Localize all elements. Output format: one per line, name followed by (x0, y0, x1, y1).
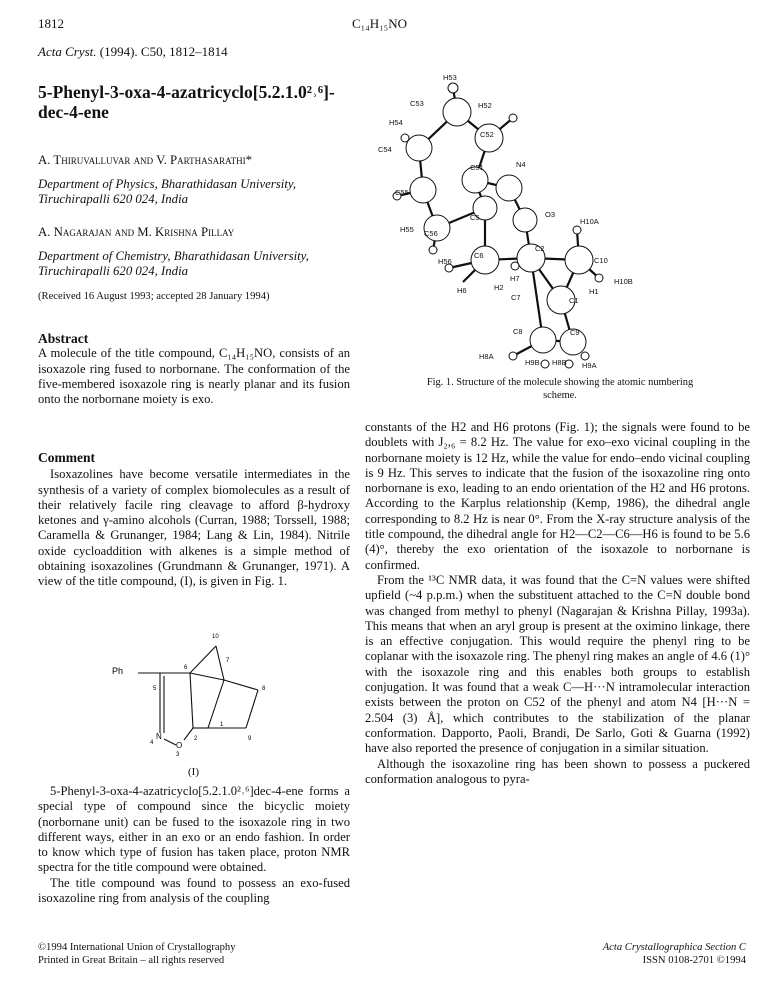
affiliation-2 (38, 249, 309, 279)
caption-line-1: Fig. 1. Structure of the molecule showing the atomic numbering (426, 377, 694, 388)
atom-label-h10a: H10A (580, 217, 599, 226)
atom-label-c52: C52 (480, 130, 494, 139)
scheme-num-7: 7 (226, 658, 230, 664)
atom-label-h54: H54 (389, 118, 403, 127)
atom-label-c2: C2 (535, 244, 545, 253)
atom-label-h8a: H8A (479, 352, 494, 361)
right-paragraph-2: From the ¹³C NMR data, it was found that the C=N values were shifted upfield (~4 p.p.m.) when the substituent attached to the C=N double bond was changed from methyl to phenyl (Nagarajan & Krishna Pillay, 1993a). This means that when an aryl group is present at the oximino linkage, there is an effective conjugation. This would require the phenyl ring to be coplanar with the isoxazole ring. The phenyl ring makes an angle of 4.6 (1)° with the isoxazole ring and this enables both groups to establish conjugation. It was found that a weak C—H···N intramolecular interaction exists between the proton on C52 of the phenyl and atom N4 [H···N = 2.504 (3) Å], which contributes to the stabilization of the planar conformation. Dapporto, Paoli, Brandi, De Sarlo, Goti & Guarna (1992) have also reported the presence of conjugation in a similar situation. (365, 572, 750, 756)
scheme-num-2: 2 (194, 736, 198, 742)
scheme-num-6: 6 (184, 665, 188, 671)
journal-volume-pages: (1994). C50, 1812–1814 (96, 44, 228, 59)
atom-label-c54: C54 (378, 145, 392, 154)
atom-label-h8b: H8B (552, 358, 567, 367)
atom-label-h9b: H9B (525, 358, 540, 367)
scheme-num-9: 9 (248, 736, 252, 742)
right-column (365, 420, 750, 787)
authors-group-2: A. Nagarajan and M. Krishna Pillay (38, 225, 235, 239)
atom-label-c10: C10 (594, 256, 608, 265)
footer-left (38, 942, 236, 967)
scheme-n-label: N (156, 732, 162, 741)
page-number: 1812 (38, 16, 64, 31)
title-line-1: 5-Phenyl-3-oxa-4-azatricyclo[5.2.1.0²˒⁶]- (38, 82, 335, 102)
atom-label-c1: C1 (569, 296, 579, 305)
title-line-2: dec-4-ene (38, 102, 109, 122)
running-formula: C₁₄H₁₅NO (352, 16, 407, 31)
scheme-num-10: 10 (212, 634, 219, 640)
atom-label-n4: N4 (516, 160, 526, 169)
atom-label-h1: H1 (589, 287, 599, 296)
abstract-heading: Abstract (38, 331, 89, 346)
affiliation-2-line-2: Tiruchirapalli 620 024, India (38, 264, 189, 278)
atom-label-h55: H55 (400, 225, 414, 234)
footer-right (500, 942, 746, 967)
scheme-num-8: 8 (262, 686, 266, 692)
atom-label-c9: C9 (570, 328, 580, 337)
atom-label-o3: O3 (545, 210, 556, 219)
atom-label-h2: H2 (494, 283, 504, 292)
scheme-num-5: 5 (153, 686, 157, 692)
scheme-num-4: 4 (150, 740, 154, 746)
comment-section (38, 450, 350, 590)
journal-name: Acta Cryst. (38, 44, 97, 59)
atom-label-h52: H52 (478, 101, 492, 110)
article-title (38, 82, 358, 122)
comment-paragraph-3: The title compound was found to possess an exo-fused isoxazoline ring from analysis of the coupling (38, 875, 350, 906)
scheme-num-1: 1 (220, 722, 224, 728)
affiliation-2-line-1: Department of Chemistry, Bharathidasan University, (38, 249, 309, 263)
atom-label-c6: C6 (474, 251, 484, 260)
footer-printed: Printed in Great Britain – all rights reserved (38, 954, 225, 966)
journal-citation (38, 44, 228, 60)
affiliation-1-line-1: Department of Physics, Bharathidasan University, (38, 177, 297, 191)
caption-line-2: scheme. (543, 389, 577, 401)
atom-label-h56: H56 (438, 257, 452, 266)
scheme-o-label: O (176, 741, 183, 750)
atom-label-h6: H6 (457, 286, 467, 295)
footer-copyright: ©1994 International Union of Crystallography (38, 942, 236, 953)
abstract-section (38, 331, 350, 407)
right-paragraph-1: constants of the H2 and H6 protons (Fig. 1); the signals were found to be doublets with J₂,₆ = 8.2 Hz. The value for exo–exo vicinal coupling in the norbornane moiety is 12 Hz, while the value for endo–endo vicinal coupling is 9 Hz. This serves to indicate that the fusion of the isoxazoline ring onto norbornane is exo, leading to an endo orientation of the H2 and H6 protons. According to the Karplus relationship (Kemp, 1986), the dihedral angle corresponding to 8.2 Hz is near 0°. From the X-ray structure analysis of the title compound, the dihedral angle for H2—C2—C6—H6 is found to be 5.6 (4)°, thereby the exo orientation of the isoxazole to norbornane is confirmed. (365, 420, 750, 572)
atom-label-h53: H53 (443, 73, 457, 82)
atom-label-h10b: H10B (614, 277, 633, 286)
atom-label-c8: C8 (513, 327, 523, 336)
right-paragraph-3: Although the isoxazoline ring has been shown to possess a puckered conformation analogous to pyra- (365, 756, 750, 786)
atom-label-h7: H7 (510, 274, 520, 283)
atom-label-c5: C5 (470, 213, 480, 222)
footer-journal: Acta Crystallographica Section C (602, 942, 746, 953)
comment-paragraph-1: Isoxazolines have become versatile intermediates in the synthesis of a variety of complex biomolecules as a result of their relatively facile ring cleavage to afford β-hydroxy ketones and γ-amino alcohols (Curran, 1988; Torssell, 1988; Caramella & Grunanger, 1984; Lang & Lin, 1984). Nitrile oxide cycloaddition with alkenes is a simple method of obtaining isoxazolines (Grundmann & Grunanger, 1971). A view of the title compound, (I), is given in Fig. 1. (38, 467, 350, 589)
footer-issn: ISSN 0108-2701 ©1994 (642, 954, 746, 966)
scheme-num-3: 3 (176, 752, 180, 758)
chemical-scheme (98, 618, 298, 768)
comment-paragraph-2: 5-Phenyl-3-oxa-4-azatricyclo[5.2.1.0²˒⁶]dec-4-ene forms a special type of compound since the bicyclic moiety (norbornane unit) can be fused to the isoxazole ring in two different ways, either in an exo or an endo fashion. In order to know which type of fusion has taken place, proton NMR spectra for the title compound were obtained. (38, 784, 350, 875)
comment-heading: Comment (38, 450, 95, 465)
compound-label: (I) (188, 766, 199, 778)
comment-continued (38, 784, 350, 906)
atom-label-c56: C56 (424, 229, 438, 238)
affiliation-1 (38, 177, 296, 207)
atom-label-c51: C51 (470, 163, 484, 172)
figure-caption (365, 377, 755, 402)
authors-group-1: A. Thiruvalluvar and V. Parthasarathi* (38, 153, 253, 167)
atom-label-c7: C7 (511, 293, 521, 302)
affiliation-1-line-2: Tiruchirapalli 620 024, India (38, 192, 189, 206)
atom-label-h9a: H9A (582, 361, 597, 370)
scheme-ph-label: Ph (112, 666, 124, 676)
received-dates: (Received 16 August 1993; accepted 28 January 1994) (38, 291, 270, 302)
atom-label-c55: C55 (395, 188, 409, 197)
abstract-text: A molecule of the title compound, C₁₄H₁₅NO, consists of an isoxazole ring fused to norbornane. The conformation of the five-membered isoxazole ring is nearly planar and its fusion onto the norbornane moiety is exo. (38, 346, 350, 407)
atom-label-c53: C53 (410, 99, 424, 108)
